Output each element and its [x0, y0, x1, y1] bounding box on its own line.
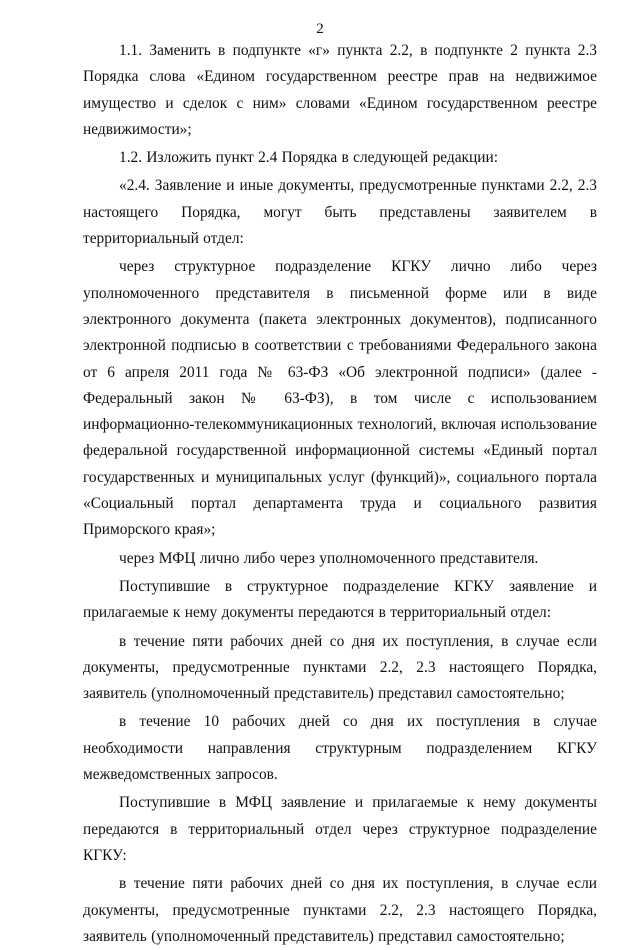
page-number: 2	[316, 21, 324, 37]
paragraph-kgku-transfer: Поступившие в структурное подразделение КГКУ заявление и прилагаемые к нему документы передаются в территориальный отдел:	[83, 577, 597, 622]
paragraph-mfc-transfer: Поступившие в МФЦ заявление и прилагаемые к нему документы передаются в территориальный отдел через структурное подразделение КГКУ:	[83, 794, 597, 864]
paragraph-1-2: 1.2. Изложить пункт 2.4 Порядка в следующей редакции:	[119, 149, 499, 167]
paragraph-submission-mfc: через МФЦ лично либо через уполномоченного представителя.	[119, 549, 539, 567]
paragraph-kgku-five-days: в течение пяти рабочих дней со дня их поступления, в случае если документы, предусмотренные пунктами 2.2, 2.3 настоящего Порядка, заявитель (уполномоченный представитель) представил самостоятельно;	[83, 632, 597, 703]
paragraph-mfc-five-days: в течение пяти рабочих дней со дня их поступления, в случае если документы, предусмотренные пунктами 2.2, 2.3 настоящего Порядка, заявитель (уполномоченный представитель) представил самостоятельно;	[83, 875, 597, 945]
paragraph-1-1: 1.1. Заменить в подпункте «г» пункта 2.2, в подпункте 2 пункта 2.3 Порядка слова «Едином государственном реестре прав на недвижимое имущество и сделок с ним» словами «Едином государственном реестре недвижимости»;	[83, 42, 597, 138]
paragraph-submission-kgku: через структурное подразделение КГКУ лично либо через уполномоченного представителя в письменной форме или в виде электронного документа (пакета электронных документов), подписанного электронной подписью в соответствии с требованиями Федерального закона от 6 апреля 2011 года № 63-ФЗ «Об электронной подписи» (далее - Федеральный закон № 63-ФЗ), в том числе с использованием информационно-телекоммуникационных технологий, включая использование федеральной государственной информационной системы «Единый портал государственных и муниципальных услуг (функций)», социального портала «Социальный портал департамента труда и социального развития Приморского края»;	[83, 258, 597, 539]
paragraph-kgku-ten-days: в течение 10 рабочих дней со дня их поступления в случае необходимости направления структурным подразделением КГКУ межведомственных запросов.	[83, 713, 597, 784]
paragraph-2-4: «2.4. Заявление и иные документы, предусмотренные пунктами 2.2, 2.3 настоящего Порядка, могут быть представлены заявителем в территориальный отдел:	[83, 177, 597, 248]
document-body	[83, 38, 597, 950]
